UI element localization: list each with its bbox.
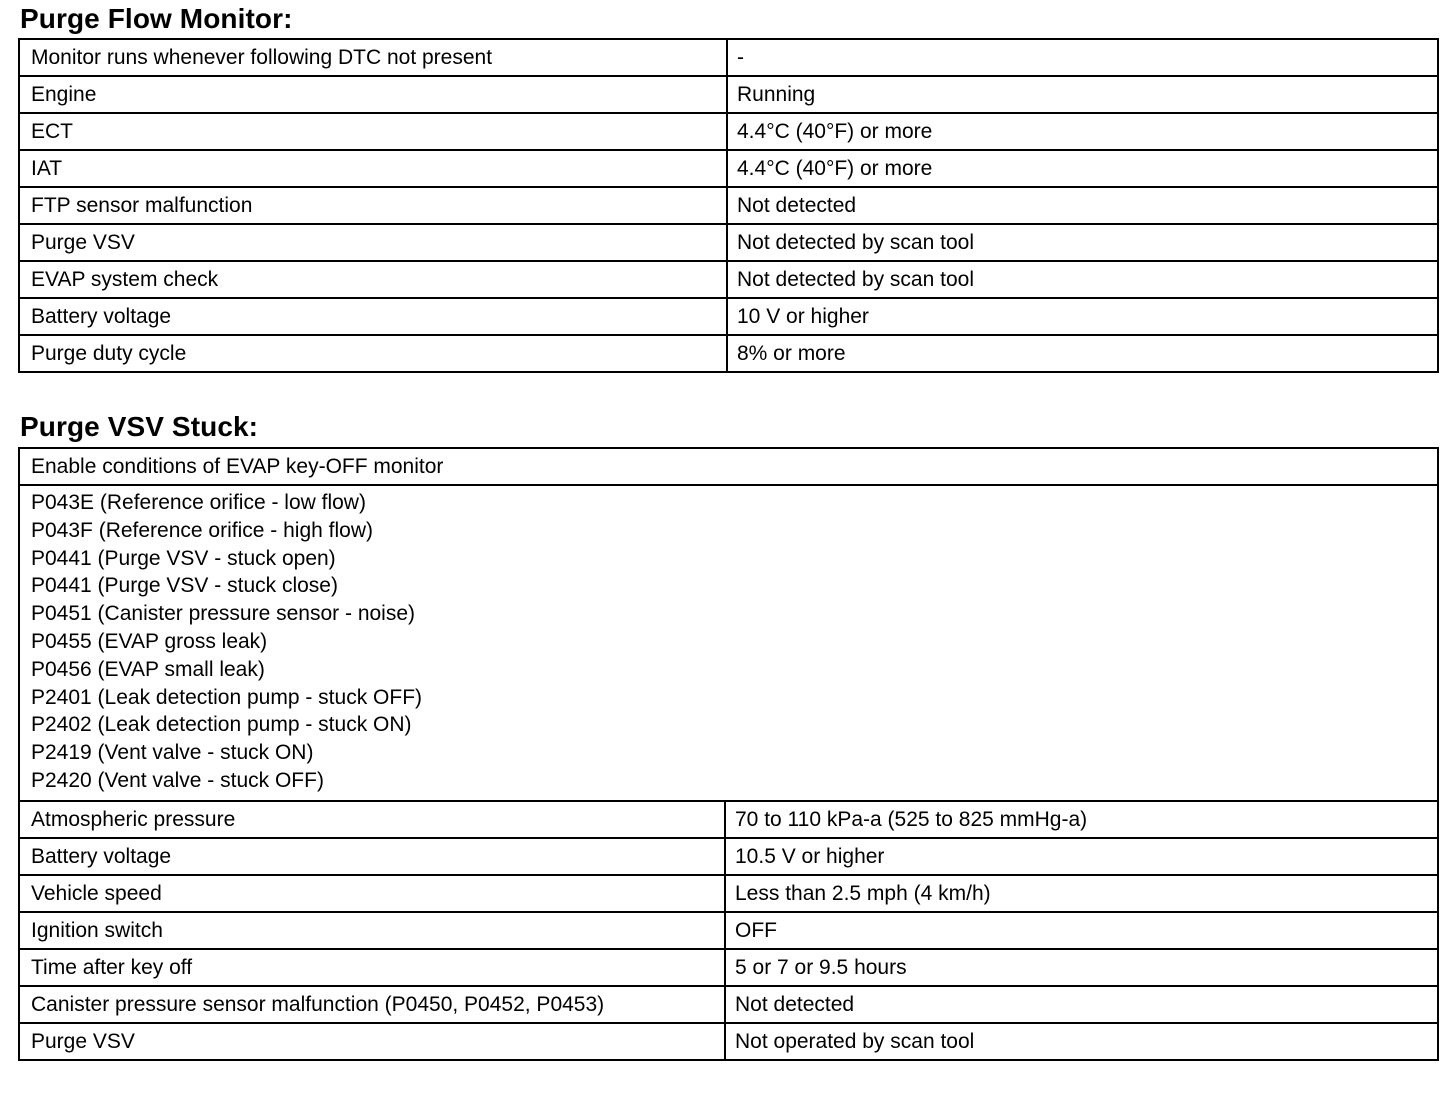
table-row xyxy=(19,912,1438,949)
condition-value: 5 or 7 or 9.5 hours xyxy=(725,949,1438,986)
table-row xyxy=(19,1023,1438,1060)
condition-value: OFF xyxy=(725,912,1438,949)
dtc-item: P0456 (EVAP small leak) xyxy=(31,657,265,681)
condition-label: EVAP system check xyxy=(19,261,727,298)
table-row xyxy=(19,986,1438,1023)
condition-value: 4.4°C (40°F) or more xyxy=(727,113,1438,150)
condition-label: IAT xyxy=(19,150,727,187)
dtc-item: P2420 (Vent valve - stuck OFF) xyxy=(31,768,324,792)
table-row xyxy=(19,875,1438,912)
dtc-list-row xyxy=(19,485,1438,801)
condition-label: Engine xyxy=(19,76,727,113)
table-row xyxy=(19,949,1438,986)
table-row xyxy=(19,113,1438,150)
dtc-list xyxy=(19,485,1438,801)
table-row xyxy=(19,838,1438,875)
condition-value: Not detected by scan tool xyxy=(727,224,1438,261)
condition-label: Battery voltage xyxy=(19,838,725,875)
dtc-item: P2402 (Leak detection pump - stuck ON) xyxy=(31,713,412,737)
table-row xyxy=(19,335,1438,372)
condition-label: Vehicle speed xyxy=(19,875,725,912)
condition-label: Time after key off xyxy=(19,949,725,986)
condition-value: Not detected by scan tool xyxy=(727,261,1438,298)
table-row xyxy=(19,298,1438,335)
condition-value: Running xyxy=(727,76,1438,113)
condition-label: FTP sensor malfunction xyxy=(19,187,727,224)
condition-label: Canister pressure sensor malfunction (P0450, P0452, P0453) xyxy=(19,986,725,1023)
condition-label: Purge VSV xyxy=(19,1023,725,1060)
condition-value: 70 to 110 kPa-a (525 to 825 mmHg-a) xyxy=(725,801,1438,838)
condition-value: 8% or more xyxy=(727,335,1438,372)
table-row xyxy=(19,76,1438,113)
table-row xyxy=(19,261,1438,298)
condition-label: Atmospheric pressure xyxy=(19,801,725,838)
condition-value: 10.5 V or higher xyxy=(725,838,1438,875)
table-row xyxy=(19,39,1438,76)
table-row xyxy=(19,801,1438,838)
dtc-item: P0441 (Purge VSV - stuck open) xyxy=(31,546,336,570)
condition-label: Purge VSV xyxy=(19,224,727,261)
condition-value: 10 V or higher xyxy=(727,298,1438,335)
condition-value: - xyxy=(727,39,1438,76)
table-row xyxy=(19,150,1438,187)
dtc-item: P2419 (Vent valve - stuck ON) xyxy=(31,741,314,765)
dtc-item: P0455 (EVAP gross leak) xyxy=(31,629,268,653)
enable-conditions-header: Enable conditions of EVAP key-OFF monitor xyxy=(19,448,1438,485)
purge-flow-monitor-table xyxy=(18,38,1439,373)
purge-vsv-stuck-table xyxy=(18,447,1439,1061)
dtc-item: P0441 (Purge VSV - stuck close) xyxy=(31,574,338,598)
condition-value: Not operated by scan tool xyxy=(725,1023,1438,1060)
purge-vsv-stuck-title: Purge VSV Stuck: xyxy=(20,411,259,442)
condition-label: Monitor runs whenever following DTC not present xyxy=(19,39,727,76)
dtc-item: P043E (Reference orifice - low flow) xyxy=(31,491,366,514)
condition-value: Not detected xyxy=(725,986,1438,1023)
dtc-item: P043F (Reference orifice - high flow) xyxy=(31,518,373,542)
purge-flow-monitor-title: Purge Flow Monitor: xyxy=(20,3,293,34)
dtc-item: P0451 (Canister pressure sensor - noise) xyxy=(31,602,416,626)
condition-value: Not detected xyxy=(727,187,1438,224)
condition-label: Purge duty cycle xyxy=(19,335,727,372)
table-header-row xyxy=(19,448,1438,485)
condition-label: Battery voltage xyxy=(19,298,727,335)
condition-label: ECT xyxy=(19,113,727,150)
condition-label: Ignition switch xyxy=(19,912,725,949)
dtc-item: P2401 (Leak detection pump - stuck OFF) xyxy=(31,685,423,709)
table-row xyxy=(19,224,1438,261)
condition-value: 4.4°C (40°F) or more xyxy=(727,150,1438,187)
condition-value: Less than 2.5 mph (4 km/h) xyxy=(725,875,1438,912)
table-row xyxy=(19,187,1438,224)
